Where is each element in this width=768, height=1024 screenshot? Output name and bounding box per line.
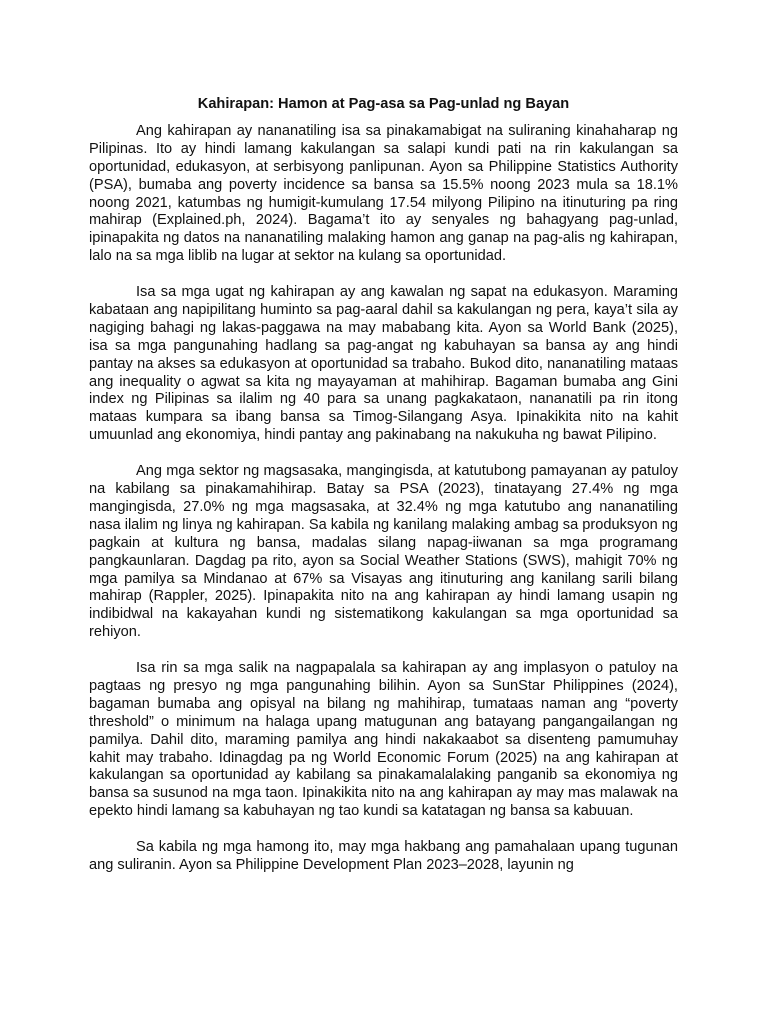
paragraph-1: Ang kahirapan ay nananatiling isa sa pinakamabigat na suliraning kinahaharap ng Pilipinas. Ito ay hindi lamang kakulangan sa salapi kundi pati na rin kakulangan sa oportunidad, edukasyon, at serbisyong panlipunan. Ayon sa Philippine Statistics Authority (PSA), bumaba ang poverty incidence sa bansa sa 15.5% noong 2023 mula sa 18.1% noong 2021, katumbas ng humigit-kumulang 17.54 milyong Pilipino na itinuturing pa ring mahirap (Explained.ph, 2024). Bagama’t ito ay senyales ng bahagyang pag-unlad, ipinapakita ng datos na nananatiling malaking hamon ang ganap na pag-alis ng kahirapan, lalo na sa mga liblib na lugar at sektor na kulang sa oportunidad.	[89, 122, 678, 265]
paragraph-4: Isa rin sa mga salik na nagpapalala sa kahirapan ay ang implasyon o patuloy na pagtaas ng presyo ng mga pangunahing bilihin. Ayon sa SunStar Philippines (2024), bagaman bumaba ang opisyal na bilang ng mahihirap, tumataas naman ang “poverty threshold” o minimum na halaga upang matugunan ang batayang pangangailangan ng pamilya. Dahil dito, maraming pamilya ang hindi nakakaabot sa disenteng pamumuhay kahit may trabaho. Idinagdag pa ng World Economic Forum (2025) na ang kahirapan at kakulangan sa oportunidad ay kabilang sa pinakamalalaking panganib sa ekonomiya ng bansa sa susunod na mga taon. Ipinakikita nito na ang kahirapan ay may mas malawak na epekto hindi lamang sa kabuhayan ng tao kundi sa katatagan ng bansa sa kabuuan.	[89, 660, 678, 820]
paragraph-2: Isa sa mga ugat ng kahirapan ay ang kawalan ng sapat na edukasyon. Maraming kabataan ang napipilitang huminto sa pag-aaral dahil sa kakulangan ng pera, kaya’t sila ay nagiging bahagi ng lakas-paggawa na may mababang kita. Ayon sa World Bank (2025), isa sa mga pangunahing hadlang sa pag-angat ng kabuhayan sa bansa ay ang hindi pantay na akses sa edukasyon at oportunidad sa trabaho. Bukod dito, nananatiling mataas ang inequality o agwat sa kita ng mayayaman at mahihirap. Bagaman bumaba ang Gini index ng Pilipinas sa ilalim ng 40 para sa unang pagkakataon, nananatili pa rin itong mataas kumpara sa ibang bansa sa Timog-Silangang Asya. Ipinakikita nito na kahit umuunlad ang ekonomiya, hindi pantay ang pakinabang na nakukuha ng bawat Pilipino.	[89, 284, 678, 444]
paragraph-3: Ang mga sektor ng magsasaka, mangingisda, at katutubong pamayanan ay patuloy na kabilang sa pinakamahihirap. Batay sa PSA (2023), tinatayang 27.4% ng mga mangingisda, 27.0% ng mga magsasaka, at 32.4% ng mga katutubo ang nananatiling nasa ilalim ng linya ng kahirapan. Sa kabila ng kanilang malaking ambag sa produksyon ng pagkain at kultura ng bansa, madalas silang napag-iiwanan sa mga programang pangkaunlaran. Dagdag pa rito, ayon sa Social Weather Stations (SWS), mahigit 70% ng mga pamilya sa Mindanao at 67% sa Visayas ang itinuturing ang kanilang sarili bilang mahirap (Rappler, 2025). Ipinapakita nito na ang kahirapan ay hindi lamang usapin ng indibidwal na kakayahan kundi ng sistematikong kakulangan sa mga oportunidad sa rehiyon.	[89, 463, 678, 641]
paragraph-5: Sa kabila ng mga hamong ito, may mga hakbang ang pamahalaan upang tugunan ang suliranin. Ayon sa Philippine Development Plan 2023–2028, layunin ng	[89, 839, 678, 873]
document-body	[89, 96, 678, 893]
document-title: Kahirapan: Hamon at Pag-asa sa Pag-unlad ng Bayan	[197, 96, 570, 112]
